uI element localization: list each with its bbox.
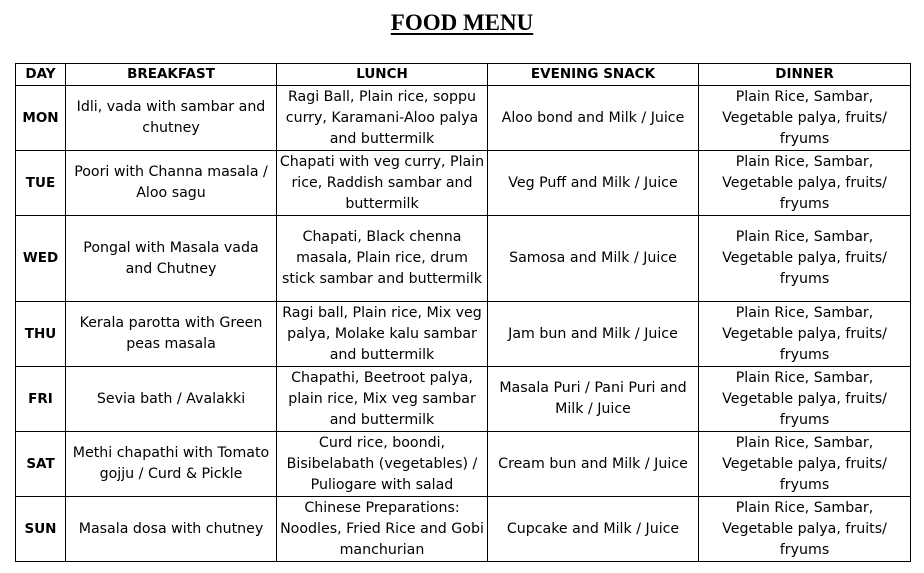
dinner-cell: Plain Rice, Sambar, Vegetable palya, fruits/ fryums: [699, 367, 911, 432]
dinner-cell: Plain Rice, Sambar, Vegetable palya, fruits/ fryums: [699, 216, 911, 302]
day-cell: MON: [16, 86, 66, 151]
snack-cell: Samosa and Milk / Juice: [488, 216, 699, 302]
table-row: [16, 86, 911, 151]
page-title: FOOD MENU: [390, 10, 534, 35]
lunch-cell: Curd rice, boondi, Bisibelabath (vegetables) / Puliogare with salad: [277, 432, 488, 497]
day-cell: FRI: [16, 367, 66, 432]
food-menu-table: [15, 63, 911, 562]
snack-cell: Cupcake and Milk / Juice: [488, 497, 699, 562]
breakfast-cell: Idli, vada with sambar and chutney: [66, 86, 277, 151]
breakfast-cell: Kerala parotta with Green peas masala: [66, 302, 277, 367]
dinner-cell: Plain Rice, Sambar, Vegetable palya, fruits/ fryums: [699, 432, 911, 497]
header-breakfast: BREAKFAST: [66, 64, 277, 86]
lunch-cell: Ragi ball, Plain rice, Mix veg palya, Molake kalu sambar and buttermilk: [277, 302, 488, 367]
dinner-cell: Plain Rice, Sambar, Vegetable palya, fruits/ fryums: [699, 86, 911, 151]
lunch-cell: Chapathi, Beetroot palya, plain rice, Mix veg sambar and buttermilk: [277, 367, 488, 432]
header-dinner: DINNER: [699, 64, 911, 86]
header-lunch: LUNCH: [277, 64, 488, 86]
breakfast-cell: Masala dosa with chutney: [66, 497, 277, 562]
breakfast-cell: Sevia bath / Avalakki: [66, 367, 277, 432]
day-cell: TUE: [16, 151, 66, 216]
table-row: [16, 367, 911, 432]
table-row: [16, 432, 911, 497]
dinner-cell: Plain Rice, Sambar, Vegetable palya, fruits/ fryums: [699, 497, 911, 562]
lunch-cell: Chapati with veg curry, Plain rice, Raddish sambar and buttermilk: [277, 151, 488, 216]
dinner-cell: Plain Rice, Sambar, Vegetable palya, fruits/ fryums: [699, 302, 911, 367]
table-row: [16, 302, 911, 367]
day-cell: SAT: [16, 432, 66, 497]
table-row: [16, 216, 911, 302]
day-cell: WED: [16, 216, 66, 302]
table-row: [16, 151, 911, 216]
lunch-cell: Ragi Ball, Plain rice, soppu curry, Karamani-Aloo palya and buttermilk: [277, 86, 488, 151]
day-cell: SUN: [16, 497, 66, 562]
breakfast-cell: Poori with Channa masala / Aloo sagu: [66, 151, 277, 216]
snack-cell: Aloo bond and Milk / Juice: [488, 86, 699, 151]
snack-cell: Cream bun and Milk / Juice: [488, 432, 699, 497]
snack-cell: Veg Puff and Milk / Juice: [488, 151, 699, 216]
snack-cell: Masala Puri / Pani Puri and Milk / Juice: [488, 367, 699, 432]
header-row: [16, 64, 911, 86]
dinner-cell: Plain Rice, Sambar, Vegetable palya, fruits/ fryums: [699, 151, 911, 216]
header-day: DAY: [16, 64, 66, 86]
snack-cell: Jam bun and Milk / Juice: [488, 302, 699, 367]
lunch-cell: Chapati, Black chenna masala, Plain rice, drum stick sambar and buttermilk: [277, 216, 488, 302]
lunch-cell: Chinese Preparations: Noodles, Fried Rice and Gobi manchurian: [277, 497, 488, 562]
day-cell: THU: [16, 302, 66, 367]
table-row: [16, 497, 911, 562]
header-evening-snack: EVENING SNACK: [488, 64, 699, 86]
breakfast-cell: Pongal with Masala vada and Chutney: [66, 216, 277, 302]
breakfast-cell: Methi chapathi with Tomato gojju / Curd & Pickle: [66, 432, 277, 497]
